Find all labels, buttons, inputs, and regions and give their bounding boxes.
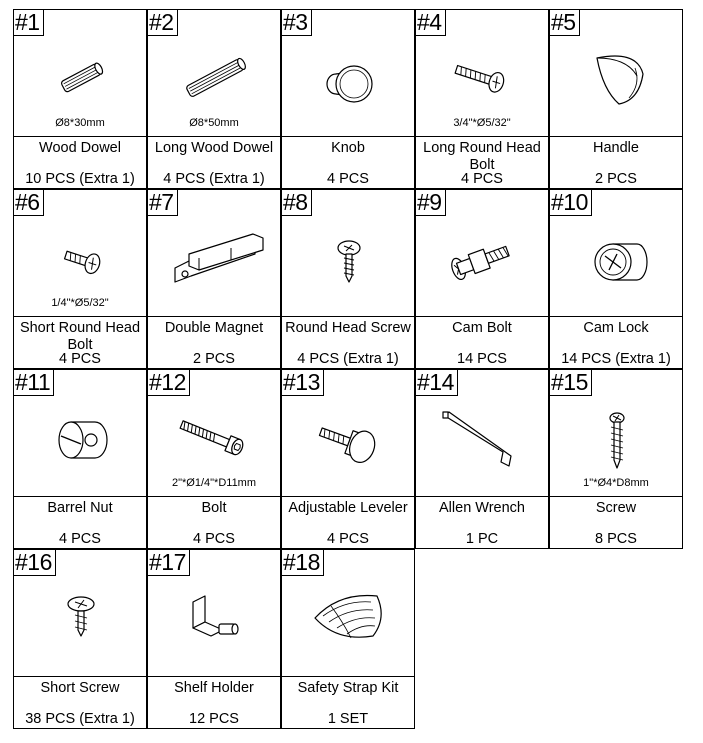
part-image-area xyxy=(14,190,146,317)
part-image-area xyxy=(148,550,280,677)
part-number: #15 xyxy=(550,370,592,396)
part-number: #10 xyxy=(550,190,592,216)
part-number: #13 xyxy=(282,370,324,396)
part-name: Knob xyxy=(331,140,365,156)
part-number: #2 xyxy=(148,10,178,36)
part-cell xyxy=(549,9,683,189)
part-quantity: 1 PC xyxy=(465,531,499,547)
part-number: #17 xyxy=(148,550,190,576)
part-dimension: 1"*Ø4*D8mm xyxy=(583,477,649,489)
part-cell xyxy=(549,189,683,369)
part-dimension: 1/4"*Ø5/32" xyxy=(51,297,109,309)
part-cell xyxy=(415,189,549,369)
part-number: #5 xyxy=(550,10,580,36)
part-dimension: Ø8*50mm xyxy=(189,117,239,129)
part-image-area xyxy=(416,370,548,497)
part-image-area xyxy=(14,370,146,497)
part-quantity: 2 PCS xyxy=(193,351,235,367)
part-cell xyxy=(281,9,415,189)
part-name: Cam Lock xyxy=(583,320,649,336)
part-quantity: 10 PCS (Extra 1) xyxy=(25,171,135,187)
part-dimension: 3/4"*Ø5/32" xyxy=(453,117,511,129)
part-name: Double Magnet xyxy=(164,320,264,336)
part-number: #7 xyxy=(148,190,178,216)
part-name: Adjustable Leveler xyxy=(288,500,408,516)
part-name: Allen Wrench xyxy=(439,500,525,516)
part-name: Long Round Head Bolt xyxy=(423,140,541,173)
part-name: Bolt xyxy=(201,500,227,516)
part-name: Shelf Holder xyxy=(174,680,254,696)
part-cell xyxy=(147,189,281,369)
part-name: Long Wood Dowel xyxy=(154,140,274,156)
part-number: #11 xyxy=(14,370,54,396)
part-cell xyxy=(281,549,415,729)
part-quantity: 4 PCS xyxy=(59,351,101,367)
part-number: #1 xyxy=(14,10,44,36)
part-name: Screw xyxy=(595,500,637,516)
part-dimension: 2"*Ø1/4"*D11mm xyxy=(171,477,257,489)
part-image-area xyxy=(14,10,146,137)
part-image-area xyxy=(14,550,146,677)
hardware-parts-grid xyxy=(13,9,683,727)
part-image-area xyxy=(148,370,280,497)
part-quantity: 1 SET xyxy=(327,711,369,727)
part-name: Safety Strap Kit xyxy=(297,680,399,696)
part-number: #14 xyxy=(416,370,458,396)
part-image-area xyxy=(550,10,682,137)
part-name: Short Round Head Bolt xyxy=(19,320,141,353)
part-number: #16 xyxy=(14,550,56,576)
part-quantity: 4 PCS (Extra 1) xyxy=(163,171,265,187)
part-name: Cam Bolt xyxy=(452,320,512,336)
part-dimension: Ø8*30mm xyxy=(55,117,105,129)
part-image-area xyxy=(282,10,414,137)
part-number: #4 xyxy=(416,10,446,36)
part-quantity: 4 PCS xyxy=(461,171,503,187)
part-number: #12 xyxy=(148,370,190,396)
part-quantity: 4 PCS xyxy=(59,531,101,547)
part-quantity: 2 PCS xyxy=(595,171,637,187)
part-name: Wood Dowel xyxy=(39,140,121,156)
part-cell xyxy=(281,369,415,549)
part-quantity: 12 PCS xyxy=(189,711,239,727)
part-cell xyxy=(147,549,281,729)
part-name: Round Head Screw xyxy=(285,320,411,336)
part-quantity: 4 PCS xyxy=(193,531,235,547)
part-image-area xyxy=(282,550,414,677)
part-image-area xyxy=(148,190,280,317)
part-cell xyxy=(549,369,683,549)
part-cell xyxy=(415,369,549,549)
part-image-area xyxy=(282,370,414,497)
part-cell xyxy=(147,9,281,189)
part-image-area xyxy=(416,10,548,137)
part-cell xyxy=(13,549,147,729)
part-image-area xyxy=(282,190,414,317)
part-number: #18 xyxy=(282,550,324,576)
part-quantity: 14 PCS (Extra 1) xyxy=(561,351,671,367)
part-quantity: 8 PCS xyxy=(595,531,637,547)
part-number: #3 xyxy=(282,10,312,36)
part-cell xyxy=(13,369,147,549)
part-image-area xyxy=(148,10,280,137)
part-number: #9 xyxy=(416,190,446,216)
part-image-area xyxy=(416,190,548,317)
part-image-area xyxy=(550,190,682,317)
part-number: #6 xyxy=(14,190,44,216)
part-name: Handle xyxy=(593,140,639,156)
part-quantity: 4 PCS xyxy=(327,171,369,187)
part-number: #8 xyxy=(282,190,312,216)
part-cell xyxy=(415,9,549,189)
part-image-area xyxy=(550,370,682,497)
part-quantity: 38 PCS (Extra 1) xyxy=(25,711,135,727)
part-name: Barrel Nut xyxy=(47,500,113,516)
part-cell xyxy=(281,189,415,369)
part-quantity: 4 PCS (Extra 1) xyxy=(297,351,399,367)
part-quantity: 4 PCS xyxy=(327,531,369,547)
part-name: Short Screw xyxy=(40,680,120,696)
part-cell xyxy=(13,189,147,369)
part-cell xyxy=(13,9,147,189)
part-quantity: 14 PCS xyxy=(457,351,507,367)
part-cell xyxy=(147,369,281,549)
